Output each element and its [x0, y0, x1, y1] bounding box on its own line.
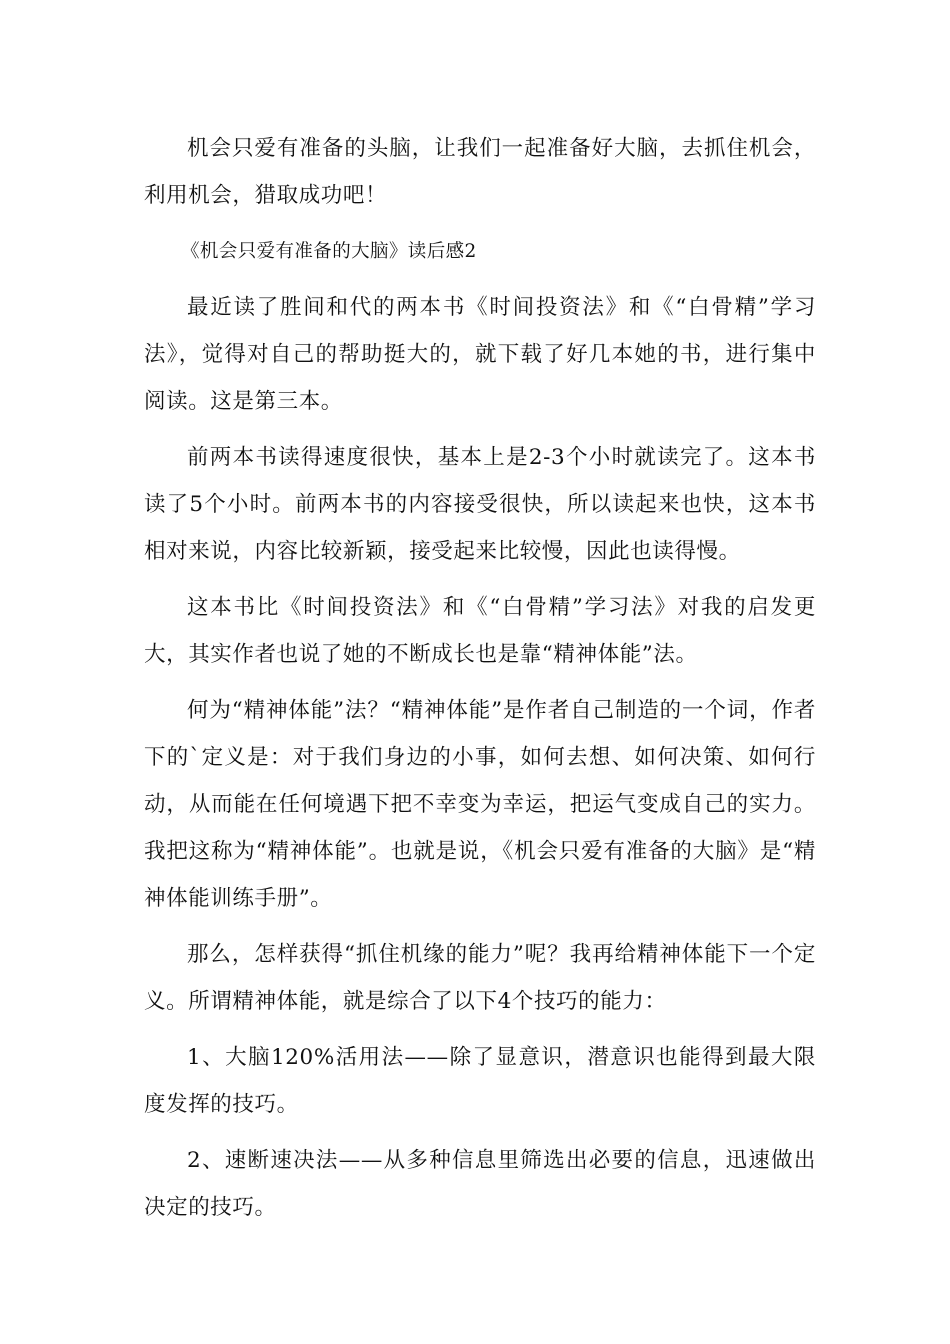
section-title: 《机会只爱有准备的大脑》读后感2	[181, 241, 477, 262]
paragraph-closing: 机会只爱有准备的头脑，让我们一起准备好大脑，去抓住机会，利用机会，猎取成功吧！	[144, 136, 816, 208]
paragraph-reading-speed: 前两本书读得速度很快，基本上是2-3个小时就读完了。这本书读了5个小时。前两本书的内容接受很快，所以读起来也快，这本书相对来说，内容比较新颖，接受起来比较慢，因此也读得慢。	[144, 445, 816, 564]
paragraph-how-to: 那么，怎样获得“抓住机缘的能力”呢？我再给精神体能下一个定义。所谓精神体能，就是综合了以下4个技巧的能力：	[144, 942, 816, 1014]
paragraph-intro: 最近读了胜间和代的两本书《时间投资法》和《“白骨精”学习法》，觉得对自己的帮助挺大的，就下载了好几本她的书，进行集中阅读。这是第三本。	[144, 295, 816, 414]
list-item-1: 1、大脑120%活用法——除了显意识，潜意识也能得到最大限度发挥的技巧。	[144, 1045, 816, 1117]
paragraph-definition: 何为“精神体能”法？“精神体能”是作者自己制造的一个词，作者下的`定义是：对于我们身边的小事，如何去想、如何决策、如何行动，从而能在任何境遇下把不幸变为幸运，把运气变成自己的实力。我把这称为“精神体能”。也就是说，《机会只爱有准备的大脑》是“精神体能训练手册”。	[144, 698, 816, 911]
document-body	[144, 125, 816, 1240]
paragraph-inspiration: 这本书比《时间投资法》和《“白骨精”学习法》对我的启发更大，其实作者也说了她的不断成长也是靠“精神体能”法。	[144, 595, 816, 667]
list-item-2: 2、速断速决法——从多种信息里筛选出必要的信息，迅速做出决定的技巧。	[144, 1148, 816, 1220]
